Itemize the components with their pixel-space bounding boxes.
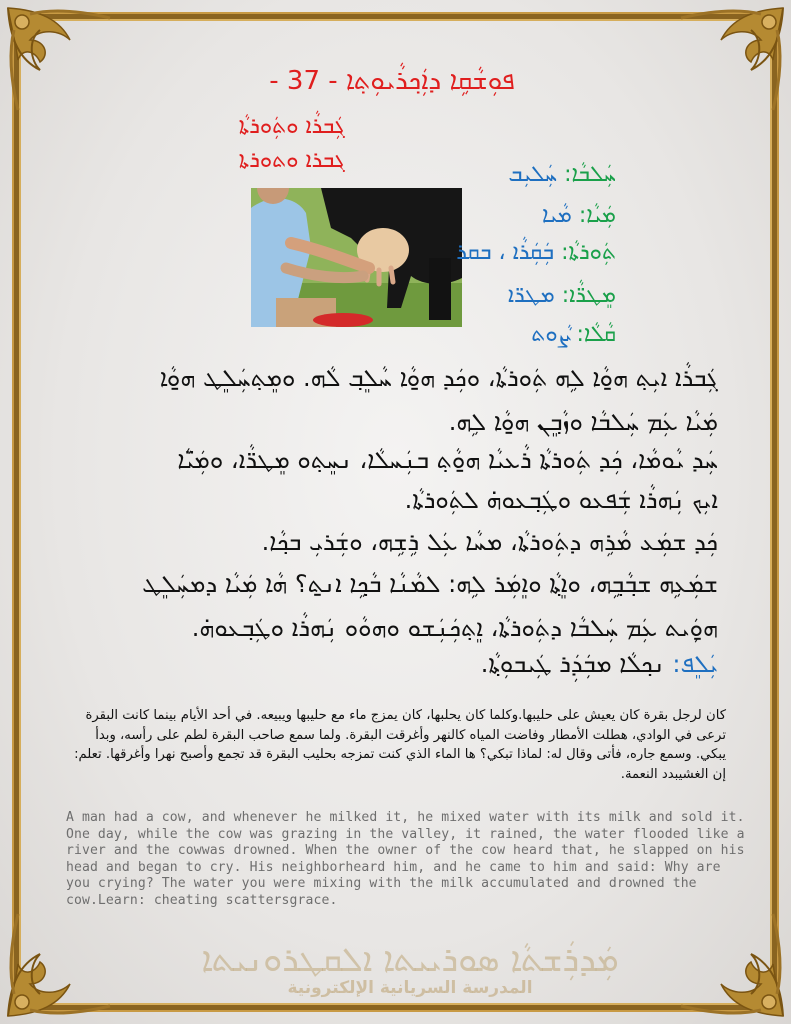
story-line: ܚܲܕ ܝܵܘܡܵܐ، ܟܲܕ ܬܲܘܪܬܵܐ ܪܵܥܝܵܐ ܗ̱ܘܵܬ݂ ܒܢܲܚܠܵܐ، ܢܚܸܬ݂ܘ ܡܸܛܪ̈ܵܐ، ܘܡܲܝ̈ܵܐ	[177, 446, 718, 474]
lesson-subtitle: ܓܲܒܪܵܐ ܘܬܲܘܪܬܵܐ	[238, 114, 345, 139]
vocab-term: ܡܸܛܪ̈ܵܐ:	[561, 283, 616, 308]
arabic-translation: كان لرجل بقرة كان يعيش على حليبها.وكلما كان يحلبها، كان يمزج ماء مع حليبها ويبيعه. في أحد الأيام بينما كانت البقرة ترعى في الوادي، هطلت الأمطار وفاضت المياه كالنهر وأغرقت البقرة. ولما سمع صاحب البقرة لطم على رأسه، وبدأ يبكي. وسمع جاره، فأتى وقال له: لماذا تبكي؟ ها الماء الذي كنت تمزجه بحليب البقرة قد تجمع وأصبح نهرا وأغرقها. تعلم: إن الغشيبدد النعمة.	[74, 708, 726, 782]
lesson-title: ܦܘܼܫܵܩܹܐ ܕܐܲܟ݂ܪܵܝܘܼܬ݂ܐ - 37 -	[269, 66, 515, 96]
vocab-term: ܚܲܠܒܵܐ:	[564, 162, 616, 187]
vocab-definition: ܡܵܝܐ	[542, 203, 572, 228]
vocab-item	[416, 322, 616, 347]
vocab-definition: ܨܵܘܬ	[531, 322, 570, 347]
vocab-term: ܩܵܠܵܐ:	[576, 322, 616, 347]
story-line: ܐܝܼܟ ܢܲܗܪܵܐ ܫܲܦܥܘ ܘܛܲܒ݂ܥܘܗ̇ ܠܬܲܘܪܬܵܐ.	[404, 486, 718, 514]
vocab-definition: ܚܲܠܝܼܒ	[508, 162, 558, 187]
story-line: ܫܡܲܥܹܗ ܫܒ݂ܵܒ݂ܹܗ، ܘܐܸܬ݂ܵܐ ܘܐܸܡܲܪ ܠܹܗ: ܠܡܵܢܵܐ ܒܵܟ݂ܹܐ ܐܢ̱ܬ؟ ܗܵܐ ܡܲܝܵܐ ܕܡܚܲܠܸܛ	[142, 570, 718, 598]
vocab-term: ܬܲܘܪܬܵܐ:	[561, 240, 616, 265]
story-line: ܓܲܒܪܵܐ ܐܝܼܬ݂ ܗ̱ܘܵܐ ܠܹܗ ܬܲܘܪܬܵܐ، ܘܟܲܕ ܗ̱ܘܵܐ ܚܵܠܸܒ݂ ܠܵܗ. ܘܡܸܬ݂ܚܲܠܸܛ ܗ̱ܘܵܐ	[159, 364, 718, 392]
vocab-item	[416, 203, 616, 228]
story-moral	[78, 650, 718, 678]
corner-ornament-icon	[671, 904, 791, 1024]
vocab-item	[416, 283, 616, 308]
moral-label: ܝܲܠܸܦ:	[672, 650, 718, 678]
school-watermark-arabic: المدرسة السريانية الإلكترونية	[287, 978, 533, 998]
story-line: ܗ̱ܘܲܝܬ ܥܲܡ ܚܲܠܒܵܐ ܕܬܲܘܪܬܵܐ، ܐܸܬ݂ܟܲܢܲܫܘ ܘܗܘܵܘ ܢܲܗܪܵܐ ܘܛܲܒ݂ܥܘܗ̇.	[191, 614, 718, 642]
vocab-item	[416, 240, 616, 265]
lesson-subtitle-unvocalized: ܓܒܪܐ ܘܬܘܪܬܐ	[238, 148, 345, 173]
vocab-item	[416, 162, 616, 187]
vocab-term: ܡܲܝܵܐ:	[578, 203, 616, 228]
corner-ornament-icon	[0, 0, 120, 120]
story-line: ܟܲܕ ܫܡܲܥ ܡܵܪܹܗ ܕܬܲܘܪܬܵܐ، ܡܚܵܐ ܥܲܠ ܪܹܫܹܗ، ܘܫܲܪܝܼ ܒܟ݂ܵܐ.	[261, 528, 718, 556]
english-translation: A man had a cow, and whenever he milked it, he mixed water with its milk and sold it. One day, while the cow was grazing in the valley, it rained, the water flooded like a river and the cowwas drowned. When the owner of the cow heard that, he slapped on his head and began to cry. His neighborheard him, and he came to him and said: Why are you crying? The water you were mixing with the milk accumulated and drowned the cow.Learn: cheating scattersgrace.	[66, 810, 745, 908]
moral-text: ܢܟ݂ܠܵܐ ܡܒܲܕܲܪ ܛܲܝܒܘܼܬ݂ܵܐ.	[480, 650, 665, 678]
vocab-definition: ܒܲܩܲܪܵܐ ، ܒܩܪ	[456, 240, 555, 265]
vocab-definition: ܡܛܪ̈ܐ	[507, 283, 555, 308]
corner-ornament-icon	[671, 0, 791, 120]
corner-ornament-icon	[0, 904, 120, 1024]
story-line: ܡܲܝܵܐ ܥܲܡ ܚܲܠܒܵܐ ܘܙܵܒ݂ܸܢ ܗ̱ܘܵܐ ܠܹܗ.	[448, 408, 718, 436]
school-watermark: ܡܲܕܪܲܫܬܵܐ ܣܘܪܝܝܬܐ ܐܠܩܛܪܘܢܝܬܐ	[201, 940, 619, 980]
